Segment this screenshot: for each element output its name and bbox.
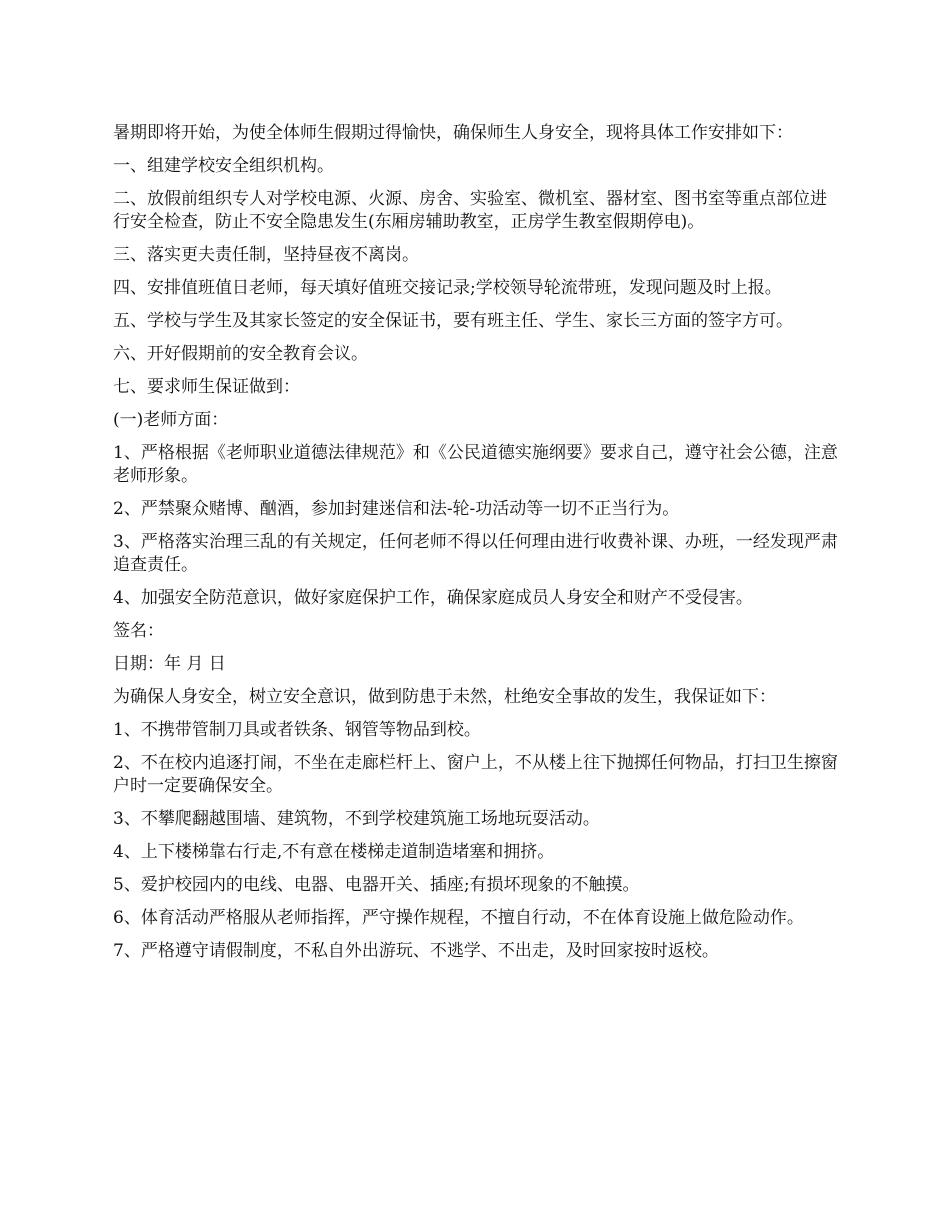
item-7-requirements: 七、要求师生保证做到： <box>113 377 300 397</box>
intro-paragraph: 暑期即将开始，为使全体师生假期过得愉快，确保师生人身安全，现将具体工作安排如下： <box>113 123 793 143</box>
teacher-section-heading: (一)老师方面： <box>113 410 229 430</box>
item-2-safety-inspection: 二、放假前组织专人对学校电源、火源、房舍、实验室、微机室、器材室、图书室等重点部位进行安全检查，防止不安全隐患发生(东厢房辅助教室，正房学生教室假期停电)。 <box>113 189 827 232</box>
teacher-rule-1: 1、严格根据《老师职业道德法律规范》和《公民道德实施纲要》要求自己，遵守社会公德，注意老师形象。 <box>113 443 838 486</box>
student-rule-2: 2、不在校内追逐打闹，不坐在走廊栏杆上、窗户上，不从楼上往下抛掷任何物品，打扫卫生擦窗户时一定要确保安全。 <box>113 753 838 796</box>
student-rule-7: 7、严格遵守请假制度，不私自外出游玩、不逃学、不出走，及时回家按时返校。 <box>113 941 719 961</box>
date-line: 日期：年 月 日 <box>113 654 226 674</box>
teacher-rule-3: 3、严格落实治理三乱的有关规定，任何老师不得以任何理由进行收费补课、办班，一经发现严肃追查责任。 <box>113 532 838 575</box>
teacher-rule-4: 4、加强安全防范意识，做好家庭保护工作，确保家庭成员人身安全和财产不受侵害。 <box>113 588 753 608</box>
teacher-rule-2: 2、严禁聚众赌博、酗酒，参加封建迷信和法-轮-功活动等一切不正当行为。 <box>113 499 680 519</box>
student-rule-1: 1、不携带管制刀具或者铁条、钢管等物品到校。 <box>113 720 481 740</box>
item-6-safety-meeting: 六、开好假期前的安全教育会议。 <box>113 344 368 364</box>
item-4-duty-teachers: 四、安排值班值日老师，每天填好值班交接记录;学校领导轮流带班，发现问题及时上报。 <box>113 278 782 298</box>
item-5-safety-pledge: 五、学校与学生及其家长签定的安全保证书，要有班主任、学生、家长三方面的签字方可。 <box>113 311 793 331</box>
student-rule-6: 6、体育活动严格服从老师指挥，严守操作规程，不擅自行动，不在体育设施上做危险动作。 <box>113 908 804 928</box>
student-pledge-intro: 为确保人身安全，树立安全意识，做到防患于未然，杜绝安全事故的发生，我保证如下： <box>113 687 776 707</box>
document-body <box>113 122 843 973</box>
signature-line: 签名： <box>113 621 164 641</box>
item-3-watchman: 三、落实更夫责任制，坚持昼夜不离岗。 <box>113 245 419 265</box>
item-1-organization: 一、组建学校安全组织机构。 <box>113 156 334 176</box>
student-rule-5: 5、爱护校园内的电线、电器、电器开关、插座;有损坏现象的不触摸。 <box>113 875 640 895</box>
student-rule-3: 3、不攀爬翻越围墙、建筑物，不到学校建筑施工场地玩耍活动。 <box>113 809 600 829</box>
student-rule-4: 4、上下楼梯靠右行走,不有意在楼梯走道制造堵塞和拥挤。 <box>113 842 555 862</box>
